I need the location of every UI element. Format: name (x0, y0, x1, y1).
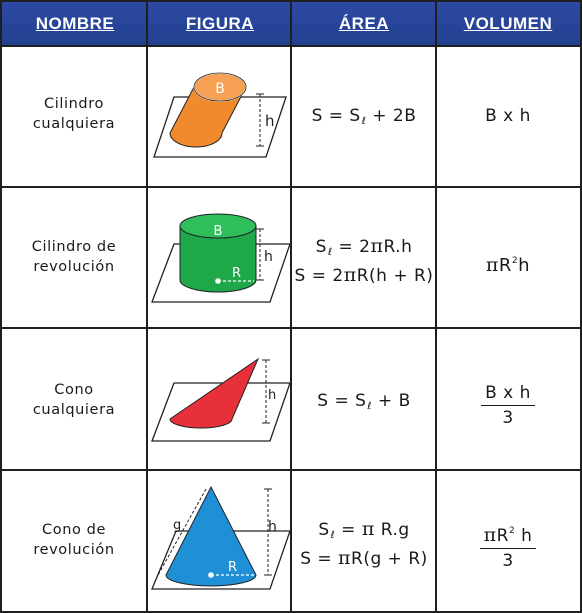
header-area: ÁREA (338, 14, 390, 33)
header-volumen: VOLUMEN (463, 14, 553, 33)
row-divider (2, 327, 580, 329)
height-label: h (268, 519, 277, 535)
row-name-cono-cualquiera: Cono cualquiera (32, 382, 116, 418)
volume-formula-cilindro-revolucion: $\pi R^2h$ (485, 254, 531, 276)
area-formula-cilindro-cualquiera: $S = S_\ell + 2B$ (311, 106, 417, 127)
row-divider (2, 469, 580, 471)
volume-formula-cilindro-cualquiera: B x h (485, 106, 531, 126)
row-name-cilindro-revolucion: Cilindro de revolución (31, 239, 117, 275)
height-label: h (264, 249, 273, 265)
area-formula-cono-revolucion: $S_\ell = \pi$ R.g S = πR(g + R) (300, 518, 428, 569)
base-label: B (215, 81, 225, 97)
header-figura: FIGURA (185, 14, 255, 33)
radius-label: R (228, 560, 238, 575)
right-cylinder-figure (148, 188, 290, 327)
oblique-cone-figure (148, 329, 290, 469)
area-formula-cono-cualquiera: $S = S_\ell + B$ (317, 391, 411, 412)
area-formula-cilindro-revolucion: $S_\ell = 2\pi R.h$ S = 2πR(h + R) (294, 235, 434, 286)
height-label: h (268, 388, 277, 403)
volume-formula-cono-cualquiera: $\frac{\text{B x h}}{3}$ (436, 382, 580, 429)
slant-label: g (173, 518, 182, 533)
radius-label: R (232, 266, 242, 281)
right-cone-figure (148, 471, 290, 611)
oblique-cylinder-figure (148, 47, 290, 186)
base-label: B (213, 224, 223, 239)
row-name-cilindro-cualquiera: Cilindro cualquiera (32, 96, 116, 132)
header-nombre: NOMBRE (35, 14, 115, 33)
row-divider (2, 186, 580, 188)
height-label: h (265, 112, 275, 130)
volume-formula-cono-revolucion: $\frac{\pi R^2 h}{3}$ (436, 520, 580, 572)
row-divider (2, 45, 580, 47)
row-name-cono-revolucion: Cono de revolución (33, 522, 115, 558)
